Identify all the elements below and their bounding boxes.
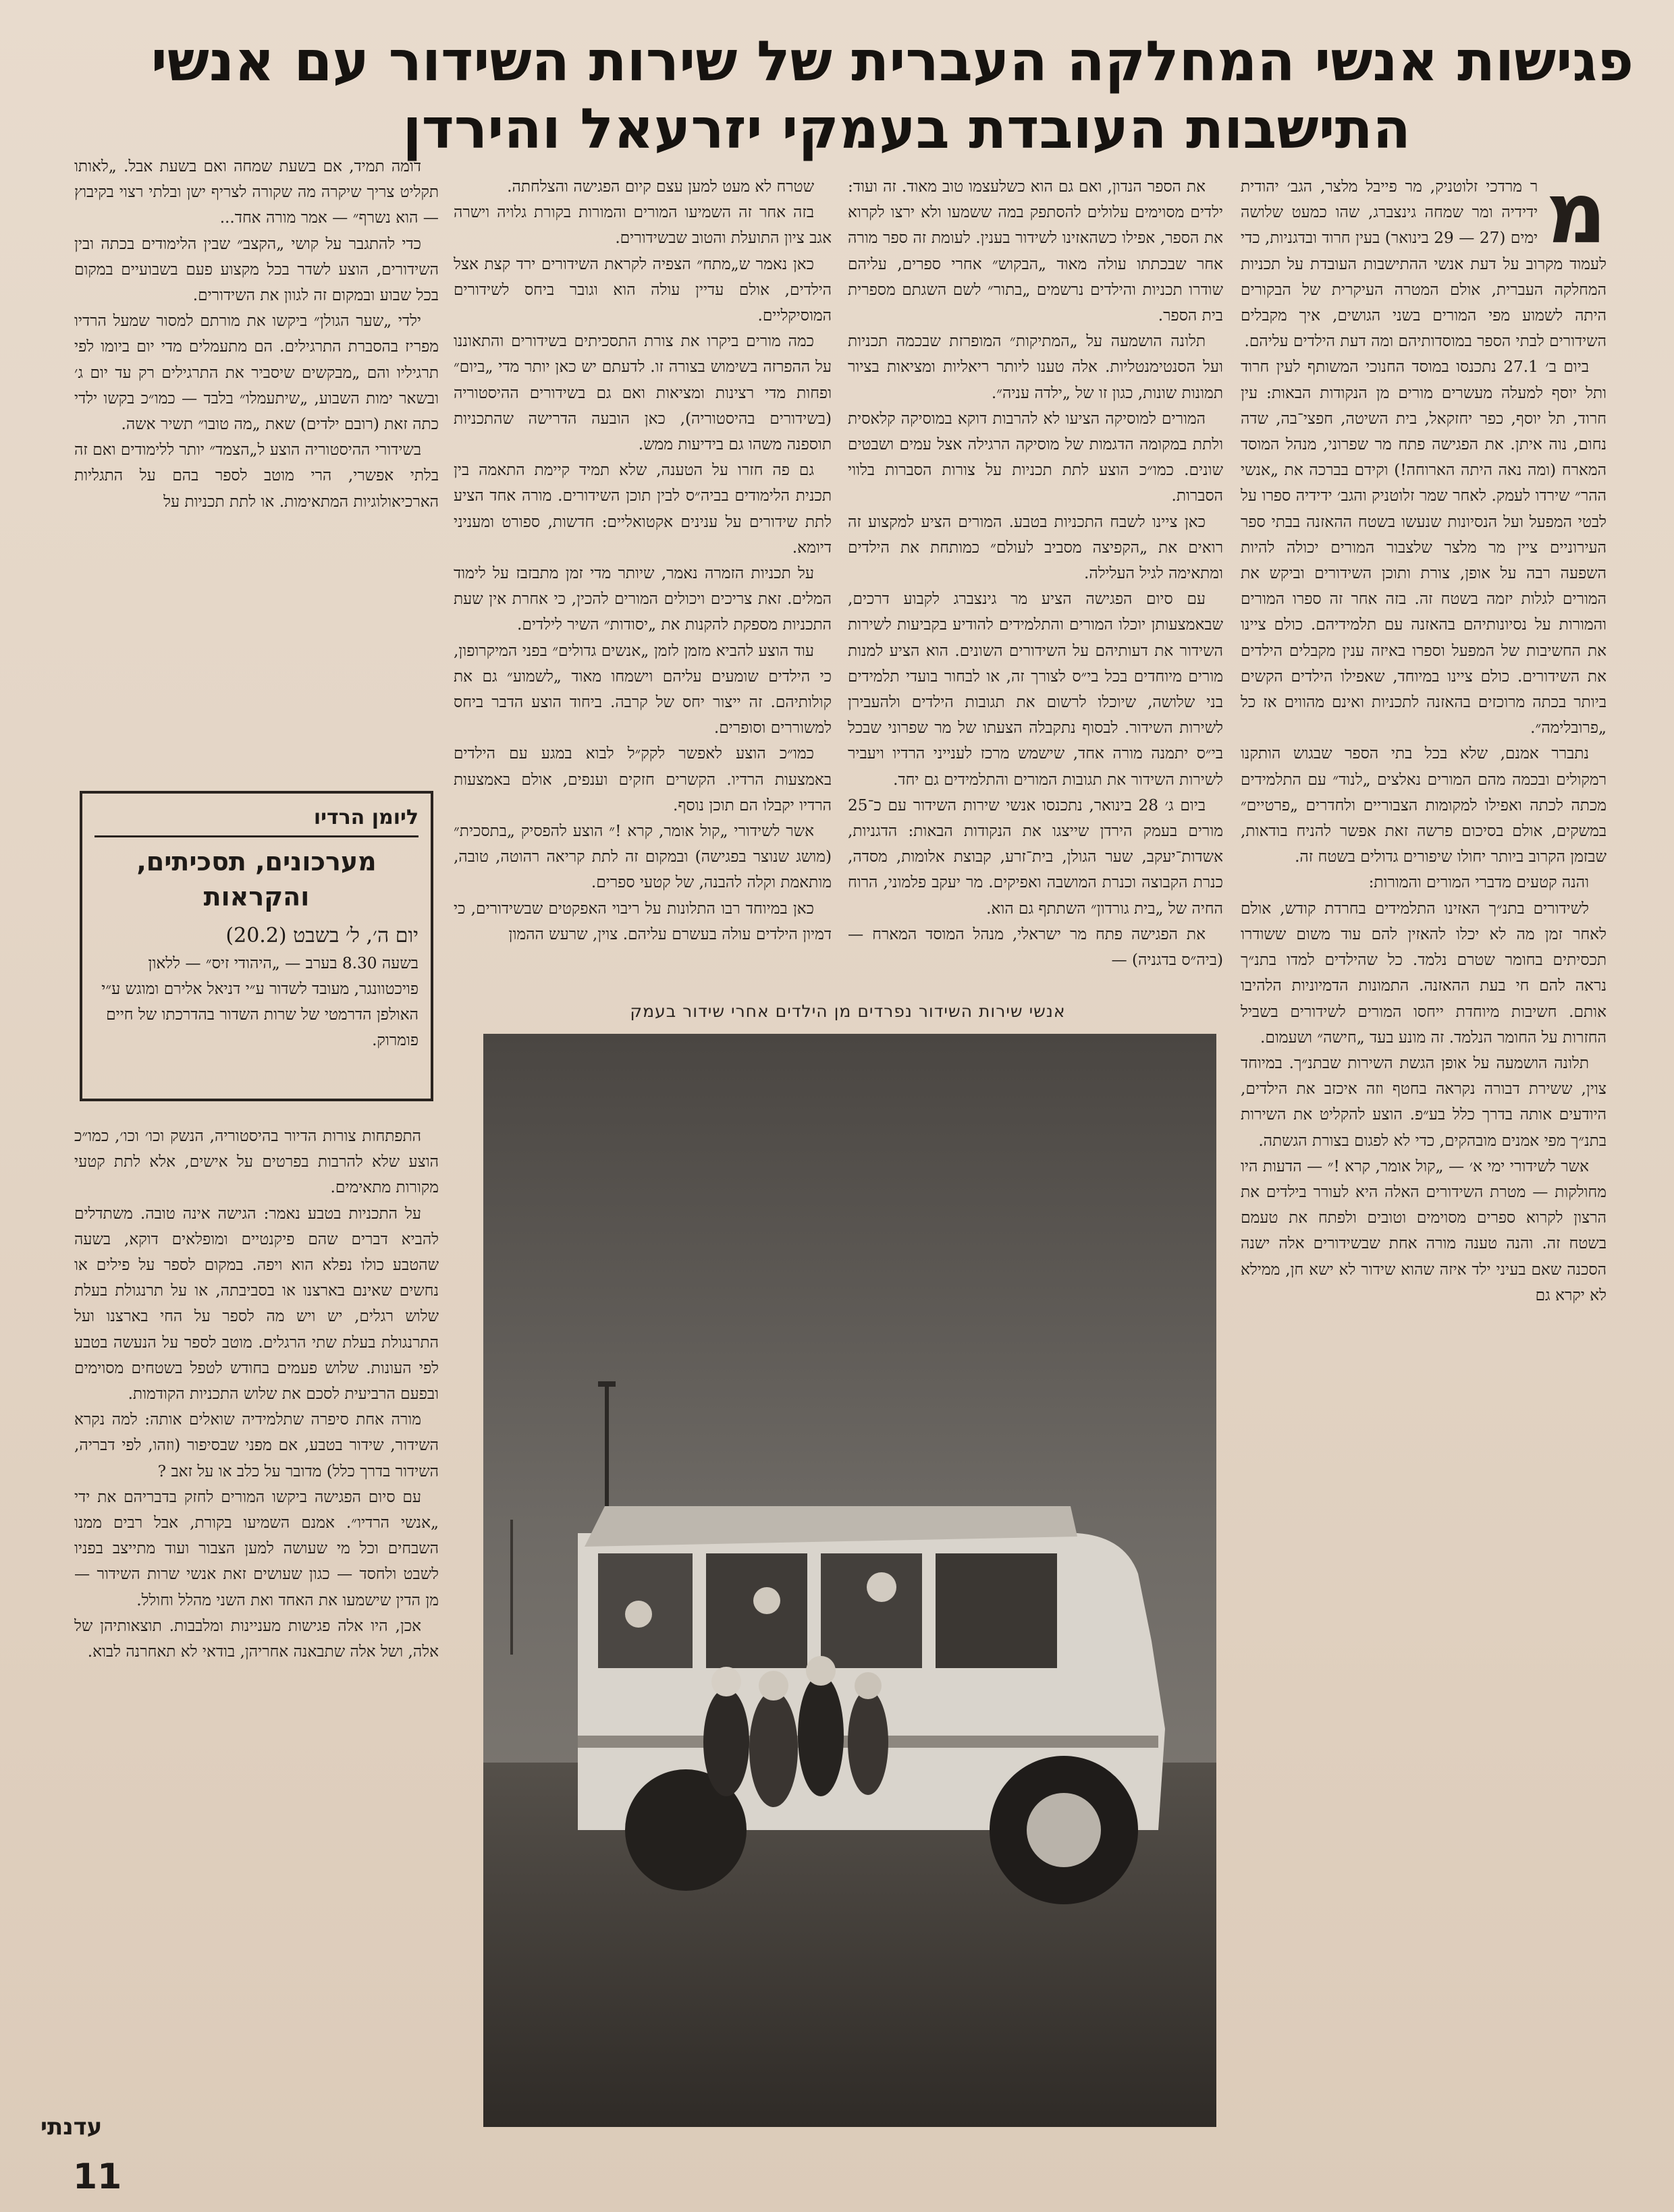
headline xyxy=(101,28,1634,163)
box-body: בשעה 8.30 בערב — „היהודי זיס״ — ללאון פויכטוונגר, מעובד לשדור ע״י דניאל אלירם ומוגש ע״י האולפן הדרמטי של שרות השדור בהדרכתו של חיים פומרוק. xyxy=(101,954,418,1049)
paragraph: תלונה הושמעה על אופן הגשת השירות שבתנ״ך. במיוחד צוין, ששירת דבורה נקראה בחטף וזה איכזב את הילדים, היודעים אותה בדרך כלל בע״פ. הוצע להקליט את השירות בתנ״ך מפי אמנים מובהקים, כדי לא לפגום בצורת הגשתה. xyxy=(1241,1053,1606,1150)
paragraph: תלונה הושמעה על „המתיקות״ המופרזת שבכמה תכניות ועל הסנטימנטליות. אלה טענו ליותר ריאליות ומציאות בציור תמונות שונות, כגון זו של „ילדה עניה״. xyxy=(848,332,1223,402)
paragraph: עם סיום הפגישה ביקשו המורים לחזק בדבריהם את ידי „אנשי הרדיו״. אמנם השמיעו בקורת, אבל רבים ממנו השבחים וכל מי שעושה למען הצבור ועוד מתייצב בפניו לשבט ולחסד — כגון שעושים זאת אנשי שרות השידור — מן הדין שישמעו את האחד ואת השני מהלל וחולל. xyxy=(74,1487,439,1609)
paragraph: ילדי „שער הגולן״ ביקשו את מורתם למסור שמעל הרדיו מפריז בהסברת התרגילים. הם מתעמלים מדי יום ביומו לפי תרגיליו והם „מבקשים שיסביר את התרגילים רק עד יום ג׳ ובשאר ימות השבוע, „שיתעמלו״ בלבד — כמו״כ בקשו ילדי כתה זאת (רובם ילדים) שאת „מה טובו״ תשיר אשה. xyxy=(74,312,439,434)
paragraph: גם פה חזרו על הטענה, שלא תמיד קיימת התאמה בין תכנית הלימודים בביה״ס לבין תוכן השידורים. מורה אחד הציע לתת שידורים על ענינים אקטואליים: חדשות, ספורט ומעניני דיומא. xyxy=(454,461,832,557)
paragraph: אכן, היו אלה פגישות מעניינות ומלבבות. תוצאותיהן של אלה, ושל אלה שתבאנה אחריהן, בודאי לא תאחרנה לבוא. xyxy=(74,1616,439,1661)
paragraph: כאן במיוחד רבו התלונות על ריבוי האפקטים שבשידורים, כי דמיון הילדים עולה בעשרם עליהם. צוין, שרעש ההמון xyxy=(454,899,832,943)
paragraph: את הספר הנדון, ואם גם הוא כשלעצמו טוב מאוד. זה ועוד: ילדים מסוימים עלולים להסתפק במה ששמעו ולא ירצו לקרוא את הספר, אפילו כשהאזינו לשידור בענין. לעומת זה ספר מורה אחר שבכתתו עולה מאוד „הבקוש״ אחרי ספרים, עליהם שודרו תכניות והילדים נרשמים „בתור״ לשם השגתם מספרית בית הספר. xyxy=(848,177,1223,325)
paragraph: כמו״כ הוצע לאפשר לקק״ל לבוא במגע עם הילדים באמצעות הרדיו. הקשרים חזקים וענפים, אולם באמצעות הרדיו יקבלו הם תוכן נוסף. xyxy=(454,744,832,814)
paragraph: שטרח לא מעט למען עצם קיום הפגישה והצלחתה. xyxy=(507,177,814,196)
article-column-4-bottom xyxy=(74,1124,439,2078)
paragraph: והנה קטעים מדברי המורים והמורות: xyxy=(1368,873,1589,892)
paragraph: דומה תמיד, אם בשעת שמחה ואם בשעת אבל. „לאותו תקליט צריך שיקרה מה שקורה לצריף ישן ובלתי רצוי בקיבוץ — הוא נשרף״ — אמר מורה אחד... xyxy=(74,157,439,227)
box-date: יום ה׳, ל׳ בשבט (20.2) xyxy=(225,924,418,947)
headline-line-2: התישבות העובדת בעמקי יזרעאל והירדן xyxy=(402,97,1411,161)
paragraph: בשידורי ההיסטוריה הוצע ל„הצמד״ יותר ללימודים ואם זה בלתי אפשרי, הרי מוטב לספר בהם על התגליות הארכיאולוגיות המתאימות. או לתת תכניות על xyxy=(74,441,439,511)
paragraph: נתברר אמנם, שלא בכל בתי הספר שבגוש הותקנו רמקולים ובכמה מהם המורים נאלצים „לנוד״ עם התלמידים מכתה לכתה ואפילו למקומות הצבוריים ולחדרים „פרטיים״ במשקים, אולם בסיכום פרשה זאת אפשר להניח בודאות, שבזמן הקרוב ביותר יחולו שיפורים גדולים בשטח זה. xyxy=(1241,744,1606,866)
paragraph: כאן ציינו לשבח התכניות בטבע. המורים הציע למקצוע זה רואים את „הקפיצה מסביב לעולם״ כמותחת את הילדים ומתאימה לגיל העלילה. xyxy=(848,512,1223,583)
author-signature: עדנתי xyxy=(40,2113,103,2140)
paragraph: מורה אחת סיפרה שתלמידיה שואלים אותה: למה נקרא השידור, שידור בטבע, אם מפני שבסיפור (וזהו, לפי דבריה, השידור בדרך כלל) מדובר על כלב או על זאב ? xyxy=(74,1410,439,1481)
drop-cap: מ xyxy=(1546,174,1606,262)
paragraph: עם סיום הפגישה הציע מר גינצברג לקבוע דרכים, שבאמצעותן יוכלו המורים והתלמידים להודיע בקביעות לשירות השידור את דעותיהם על השידורים השונים. הוא הציע למנות מורים מיוחדים בכל בי״ס לצורך זה, או לבחור בועדי תלמידים בני שלושה, שיוכלו לרשום את תגובות הילדים ולהעבירן לשירות השידור. לבסוף נתקבלה הצעתו של מר שפרוני שבכל בי״ס יתמנה מורה אחד, שישמש מרכז לענייני הרדיו ויעביר לשירות השידור את תגובות המורים והתלמידים גם יחד. xyxy=(848,590,1223,789)
box-title: מערכונים, תסכיתים, והקראות xyxy=(136,847,377,912)
photo-image xyxy=(483,1034,1216,2127)
page-number: 11 xyxy=(73,2157,122,2197)
photo-caption: אנשי שירות השידור נפרדים מן הילדים אחרי שידור בעמק xyxy=(630,1001,1066,1021)
paragraph: ביום ב׳ 27.1 נתכנסו במוסד החנוכי המשותף לעין חרוד ותל יוסף למעלה מעשרים מורים מן הנקודות הבאות: עין חרוד, תל יוסף, כפר יחזקאל, בית השיטה, חפצי־בה, שדה נחום, נוה איתן. את הפגישה פתח מר שפרוני, מנהל המוסד המארח (ומה נאה היתה הארוחה!) וקידם בברכה את „אנשי ההר״ שירדו לעמק. לאחר שמר זלוטניק והגב׳ ידידיה ספרו על לבטי המפעל ועל הנסיונות שנעשו בשטח ההאזנה בבתי ספר העירוניים ציין מר מלצר שלצבור המורים יכולה להיות השפעה רבה על אופן, צורת ותוכן השידורים וביקש את המורים לגלות יזמה בשטח זה. בזה אחר זה ספרו המורים והמורות על נסיונותיהם בהאזנה עם תלמידיהם. כולם ציינו את החשיבות של המפעל וספרו באיזה ענין מקבלים הילדים את השידורים. כולם ציינו במיוחד, שאפילו הילדים הקשים ביותר בכתה מרוכזים בהאזנה לתכניות ואינם מהווים אז כל „פרובלימה״. xyxy=(1241,358,1606,738)
paragraph: בזה אחר זה השמיעו המורים והמורות בקורת גלויה וישרה אגב ציון התועלת והטוב שבשידורים. xyxy=(454,203,832,248)
paragraph: המורים למוסיקה הציעו לא להרבות דוקא במוסיקה קלאסית ולתת במקומה הדגמות של מוסיקה הרגילה אצל עמים ושבטים שונים. כמו״כ הוצע לתת תכניות על צורות הסברות בלווי הסברות. xyxy=(848,409,1223,505)
box-divider xyxy=(94,835,418,837)
article-column-4-top xyxy=(74,154,439,775)
article-column-1 xyxy=(1241,174,1606,2158)
paragraph: לשידורים בתנ״ך האזינו התלמידים בחרדת קודש, אולם לאחר זמן מה לא יכלו להאזין להם עוד משום ששודרו תכסיתים בחומר שטרם נלמד. כל שהילדים למדו בתנ״ך נראה להם חי בעת ההאזנה. התמונות הדמיוניות הלהיבו אותם. חשיבות מיוחדת ייחסו המורים לשידורים בשביל החזרות על החומר הנלמד. זה מונע בעד „חישה״ ושעמום. xyxy=(1241,899,1606,1047)
photo-station-wagon-children xyxy=(483,1034,1216,2127)
box-kicker: ליומן הרדיו xyxy=(313,806,418,829)
paragraph: כמה מורים ביקרו את צורת התסכיתים בשידורים והתאוננו על ההפרזה בשימוש בצורה זו. לדעתם יש כאן יותר מדי „ביום״ ופחות מדי רצינות ומציאות ואם גם בשידורים ההיסטוריה (בשידורים בהיסטוריה), כאן הובעה הדרישה שהתכניות תוספנה משהו גם בידיעות ממש. xyxy=(454,332,832,454)
paragraph: כדי להתגבר על קושי „הקצב״ שבין הלימודים בכתה ובין השידורים, הוצע לשדר בכל מקצוע פעם בשבועיים במקום בכל שבוע ובמקום זה לגוון את השידורים. xyxy=(74,234,439,305)
paragraph: אשר לשידורי ימי א׳ — „קול אומר, קרא !״ — הדעות היו מחולקות — מטרת השידורים האלה היא לעורר בילדים את הרצון לקרוא ספרים מסוימים וטובים ולפתח את טעמם בשטח זה. והנה טענה מורה אחת שבשידורים אלה ישנה הסכנה שאם בעיני ילד איזה שהוא שידור לא ישא חן, ממילא לא יקרא גם xyxy=(1241,1157,1606,1304)
paragraph: את הפגישה פתח מר ישראלי, מנהל המוסד המארח — (ביה״ס בדגניה) — xyxy=(848,924,1223,970)
paragraph: עוד הוצע להביא מזמן לזמן „אנשים גדולים״ בפני המיקרופון, כי הילדים שומעים עליהם וישמחו מאוד „לשמוע״ גם את קולותיהם. זה ייצור יחס של קרבה. ביחוד הוצע הדבר ביחס למשוררים וסופרים. xyxy=(454,641,832,738)
paragraph: התפתחות צורות הדיור בהיסטוריה, הנשק וכו׳ וכו׳, כמו״כ הוצע שלא להרבות בפרטים על אישים, אלא לתת קטעי מקורות מתאימים. xyxy=(74,1127,439,1197)
paragraph: ר מרדכי זלוטניק, מר פייבל מלצר, הגב׳ יהודית ידידיה ומר שמחה גינצברג, שהו כמעט שלושה ימים (27 — 29 בינואר) בעין חרוד ובדגניות, כדי לעמוד מקרוב על דעת אנשי ההתישבות העובדת על תכניות המחלקה העברית, אולם המטרה העיקרית של הבקורים היתה לשמוע מפי המורים בשני הגושים, איך מקבלים השידורים לבתי הספר במוסדותיהם ומה דעת הילדים עליהם. xyxy=(1241,177,1606,351)
paragraph: כאן נאמר ש„מתח״ הצפיה לקראת השידורים ירד קצת אצל הילדים, אולם עדיין עולה הוא וגובר ביחס לשידורים המוסיקליים. xyxy=(454,254,832,325)
paragraph: על התכניות בטבע נאמר: הגישה אינה טובה. משתדלים להביא דברים שהם פיקנטיים ומופלאים דוקא, בשעה שהטבע כולו נפלא הוא ויפה. במקום לספר על פילים או נחשים שאינם בארצנו או בסביבתה, או על תרנגולת בעלת שלוש רגלים, יש ויש מה לספר על החי בארצנו ועל התרנגולת בעלת שתי הרגלים. מוטב לספר על הנעשה בטבע לפי העונות. שלוש פעמים בחודש לטפל בשטחים מסוימים ובפעם הרביעית לסכם את שלוש התכניות הקודמות. xyxy=(74,1204,439,1404)
headline-line-1: פגישות אנשי המחלקה העברית של שירות השידור עם אנשי xyxy=(151,30,1634,94)
paragraph: ביום ג׳ 28 בינואר, נתכנסו אנשי שירות השידור עם כ־25 מורים בעמק הירדן שייצגו את הנקודות הבאות: הדגניות, אשדות־יעקב, שער הגולן, בית־זרע, קבוצת אלומות, מסדה, כנרת הקבוצה וכנרת המושבה ואפיקים. מר יעקב פלמוני, הרוח החיה של „בית גורדון״ השתתף גם הוא. xyxy=(848,796,1223,918)
paragraph: אשר לשידורי „קול אומר, קרא !״ הוצע להפסיק „בתסכית״ (מושג שנוצר בפגישה) ובמקום זה לתת קריאה רהוטה, טובה, מותאמת וקלה להבנה, של קטעי ספרים. xyxy=(454,822,832,892)
paragraph: על תכניות הזמרה נאמר, שיותר מדי זמן מתבזבז על לימוד המלים. זאת צריכים ויכולים המורים להכין, כי אחרת אין שעת התכניות מספקת להקנות את „יסודות״ השיר לילדים. xyxy=(454,564,832,634)
radio-diary-box xyxy=(80,791,433,1101)
